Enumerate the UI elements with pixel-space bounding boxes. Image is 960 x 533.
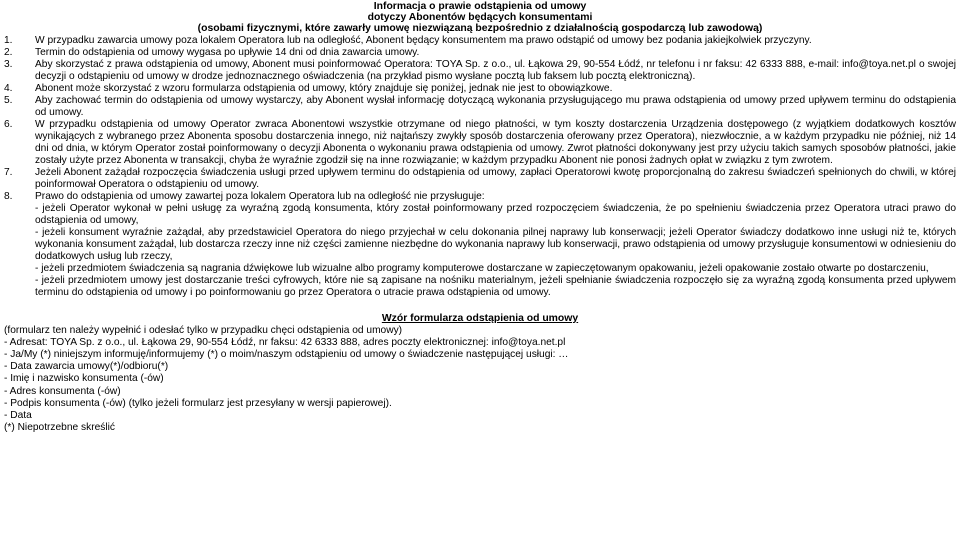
form-line: - Data zawarcia umowy(*)/odbioru(*) xyxy=(4,361,169,373)
item-text: W przypadku odstąpienia od umowy Operator zwraca Abonentowi wszystkie otrzymane od niego płatności, w tym koszty dostarczenia Urządzenia dostępowego (z wyjątkiem dodatkowych kosztów wynikających z wybranego przez Abonenta sposobu dostarczenia innego, niż najtańszy zwykły sposób dostarczenia oferowany przez Operatora), niezwłocznie, a w każdym przypadku nie później, niż 14 dni od dnia, w którym Operator został poinformowany o decyzji Abonenta o wykonaniu prawa odstąpienia od umowy. Zwrot płatności dokonywany jest przy użyciu takich samych sposobów płatności, jakie zostały użyte przez Abonenta w transakcji, chyba że wyraźnie zgodził się na inne rozwiązanie; w każdym przypadku Abonent nie ponosi żadnych opłat w związku z tym zwrotem. xyxy=(35,118,956,166)
list-item xyxy=(0,95,960,119)
item-subpoint: - jeżeli przedmiotem świadczenia są nagrania dźwiękowe lub wizualne albo programy komputerowe dostarczane w zapieczętowanym opakowaniu, jeżeli opakowanie zostało otwarte po dostarczeniu, xyxy=(35,262,929,274)
item-subpoint: - jeżeli konsument wyraźnie zażądał, aby przedstawiciel Operatora do niego przyjechał w celu dokonania pilnej naprawy lub konserwacji; jeżeli Operator świadczy dodatkowo inne usługi niż te, których wykonania konsument zażądał, lub dostarcza rzeczy inne niż części zamienne niezbędne do wykonania naprawy lub konserwacji, prawo odstąpienia od umowy przysługuje konsumentowi w odniesieniu do dodatkowych usług lub rzeczy, xyxy=(35,226,956,262)
item-number: 7. xyxy=(4,166,13,178)
form-line: - Data xyxy=(4,410,32,422)
document-subtitle: dotyczy Abonentów będących konsumentami xyxy=(367,12,593,24)
item-text: Prawo do odstąpienia od umowy zawartej poza lokalem Operatora lub na odległość nie przysługuje: xyxy=(35,190,485,202)
item-number: 4. xyxy=(4,82,13,94)
document-header xyxy=(0,0,960,35)
list-item xyxy=(0,47,960,59)
list-item xyxy=(0,167,960,191)
item-number: 2. xyxy=(4,46,13,58)
form-line: - Imię i nazwisko konsumenta (-ów) xyxy=(4,373,164,385)
item-subpoint: - jeżeli przedmiotem umowy jest dostarczanie treści cyfrowych, które nie są zapisane na nośniku materialnym, jeżeli spełnianie świadczenia rozpoczęło się za wyraźną zgodą konsumenta przed upływem terminu do odstąpienia od umowy i po poinformowaniu go przez Operatora o utracie prawa odstąpienia od umowy. xyxy=(35,274,956,298)
item-number: 1. xyxy=(4,34,13,46)
list-item xyxy=(0,35,960,47)
item-number: 3. xyxy=(4,58,13,70)
item-text: Aby skorzystać z prawa odstąpienia od umowy, Abonent musi poinformować Operatora: TOYA Sp. z o.o., ul. Łąkowa 29, 90-554 Łódź, nr telefonu i nr faksu: 42 6333 888, e-mail: info@toya.net.pl o swojej decyzji o odstąpieniu od umowy w drodze jednoznacznego oświadczenia (na przykład pismo wysłane pocztą lub faksem lub pocztą elektroniczną). xyxy=(35,58,956,82)
list-item xyxy=(0,191,960,299)
document-note: (osobami fizycznymi, które zawarły umowę niezwiązaną bezpośrednio z działalnością gospodarczą lub zawodową) xyxy=(197,23,763,35)
form-line: (*) Niepotrzebne skreślić xyxy=(4,422,115,434)
document-title: Informacja o prawie odstąpienia od umowy xyxy=(373,1,587,12)
item-number: 5. xyxy=(4,94,13,106)
list-item xyxy=(0,59,960,83)
item-subpoint: - jeżeli Operator wykonał w pełni usługę za wyraźną zgodą konsumenta, który został poinformowany przed rozpoczęciem świadczenia, że po spełnieniu świadczenia przez Operatora utraci prawo do odstąpienia od umowy, xyxy=(35,202,956,226)
item-text: W przypadku zawarcia umowy poza lokalem Operatora lub na odległość, Abonent będący konsumentem ma prawo odstąpić od umowy bez podania jakiejkolwiek przyczyny. xyxy=(35,34,812,46)
item-number: 8. xyxy=(4,190,13,202)
item-text: Termin do odstąpienia od umowy wygasa po upływie 14 dni od dnia zawarcia umowy. xyxy=(35,46,420,58)
form-line: - Adresat: TOYA Sp. z o.o., ul. Łąkowa 29, 90-554 Łódź, nr faksu: 42 6333 888, adres poczty elektronicznej: info@toya.net.pl xyxy=(4,336,566,348)
list-item xyxy=(0,83,960,95)
numbered-list xyxy=(0,35,960,299)
item-text: Abonent może skorzystać z wzoru formularza odstąpienia od umowy, który znajduje się poniżej, jednak nie jest to obowiązkowe. xyxy=(35,82,613,94)
list-item xyxy=(0,119,960,167)
item-number: 6. xyxy=(4,118,13,130)
form-lines xyxy=(0,325,960,435)
item-text: Aby zachować termin do odstąpienia od umowy wystarczy, aby Abonent wysłał informację dotyczącą wykonania przysługującego mu prawa odstąpienia od umowy przed upływem terminu do odstąpienia od umowy. xyxy=(35,94,956,118)
form-title: Wzór formularza odstąpienia od umowy xyxy=(381,312,579,324)
item-text: Jeżeli Abonent zażądał rozpoczęcia świadczenia usługi przed upływem terminu do odstąpienia od umowy, zapłaci Operatorowi kwotę proporcjonalną do zakresu świadczeń spełnionych do chwili, w której poinformował Operatora o odstąpieniu od umowy. xyxy=(35,166,956,190)
form-line: - Podpis konsumenta (-ów) (tylko jeżeli formularz jest przesyłany w wersji papierowej). xyxy=(4,397,392,409)
form-line: (formularz ten należy wypełnić i odesłać tylko w przypadku chęci odstąpienia od umowy) xyxy=(4,324,403,336)
form-line: - Adres konsumenta (-ów) xyxy=(4,385,121,397)
form-line: - Ja/My (*) niniejszym informuję/informujemy (*) o moim/naszym odstąpieniu od umowy o świadczenie następującej usługi: … xyxy=(4,349,569,361)
